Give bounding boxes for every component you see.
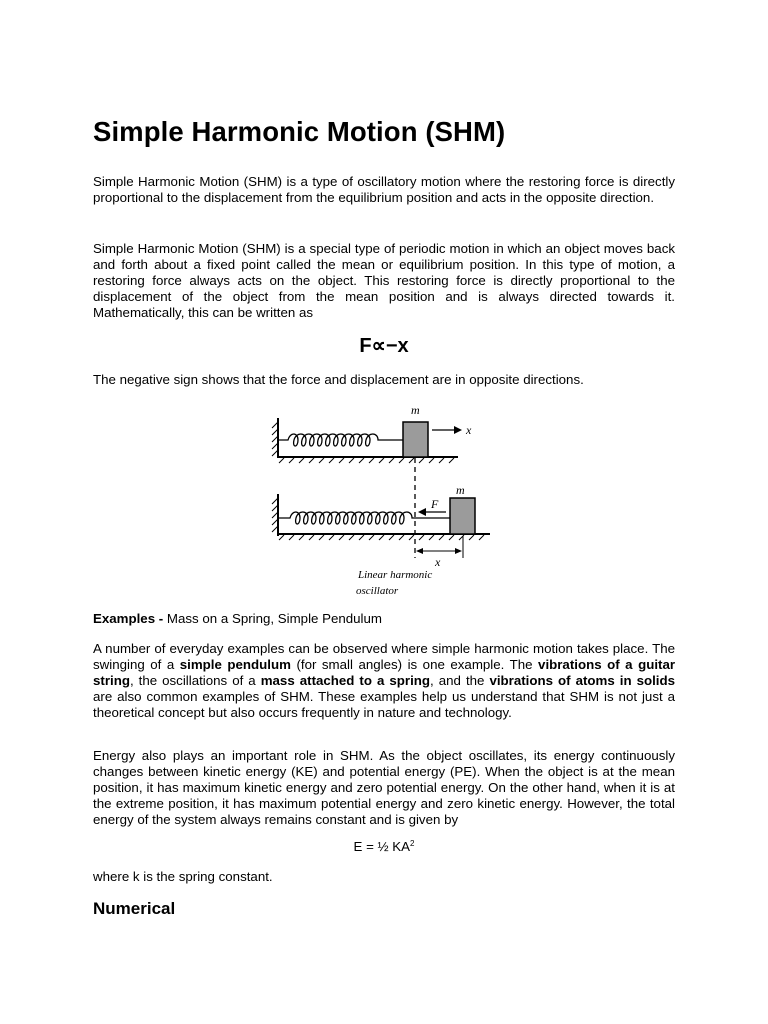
bottom-oscillator [272, 483, 490, 569]
top-arrow-head [454, 426, 462, 434]
everyday-examples-paragraph [93, 641, 675, 721]
energy-formula-base: E = ½ KA [353, 839, 411, 854]
everyday-bold-pendulum: simple pendulum [179, 657, 291, 672]
everyday-bold-atoms: vibrations of atoms in solids [489, 673, 676, 688]
numerical-heading: Numerical [93, 899, 176, 918]
negative-sign-paragraph: The negative sign shows that the force and displacement are in opposite directions. [93, 372, 584, 387]
examples-text: Mass on a Spring, Simple Pendulum [163, 611, 382, 626]
energy-formula-exponent: 2 [410, 839, 415, 848]
displacement-arrow-left [416, 548, 423, 554]
everyday-text-4: , and the [430, 673, 490, 688]
everyday-bold-guitar: vibrations of a guitar string [93, 657, 676, 688]
definition-paragraph: Simple Harmonic Motion (SHM) is a special type of periodic motion in which an object moves back and forth about a fixed point called the mean or equilibrium position. In this type of motion, a restoring force always acts on the object. This restoring force is directly proportional to the displacement of the object from the mean position and is always directed towards it. Mathematically, this can be written as [93, 241, 675, 320]
everyday-text-1: A number of everyday examples can be observed where simple harmonic motion takes place. The swinging of a [93, 641, 675, 672]
top-mass-label: m [411, 403, 420, 417]
top-floor-hatch [279, 458, 454, 463]
everyday-text-2: (for small angles) is one example. The [290, 657, 539, 672]
everyday-text-3: , the oscillations of a [129, 673, 261, 688]
bottom-floor-hatch [279, 535, 484, 540]
bottom-x-label: x [435, 555, 441, 569]
intro-paragraph: Simple Harmonic Motion (SHM) is a type of oscillatory motion where the restoring force is directly proportional to the displacement from the equilibrium position and acts in the opposite direction. [93, 174, 675, 205]
top-x-label: x [466, 423, 472, 437]
oscillator-diagram [266, 396, 496, 601]
bottom-mass-label: m [456, 483, 465, 497]
diagram-caption-line1: Linear harmonic [358, 569, 433, 581]
everyday-bold-spring: mass attached to a spring [260, 673, 431, 688]
force-formula: F∝−x [359, 335, 409, 357]
examples-paragraph [93, 611, 675, 627]
top-spring [278, 434, 403, 446]
displacement-arrow-right [455, 548, 462, 554]
everyday-text-5: are also common examples of SHM. These examples help us understand that SHM is not just a theoretical concept but also occurs frequently in nature and technology. [93, 689, 675, 720]
diagram-caption-line2: oscillator [356, 585, 399, 597]
force-label: F [431, 497, 439, 511]
force-arrow-head [418, 508, 426, 516]
top-oscillator [272, 403, 472, 463]
top-mass-block [403, 422, 428, 457]
page-title: Simple Harmonic Motion (SHM) [93, 116, 506, 147]
energy-formula [0, 839, 768, 854]
examples-label: Examples - [93, 611, 164, 626]
bottom-mass-block [450, 498, 475, 534]
spring-constant-note: where k is the spring constant. [93, 869, 273, 884]
energy-paragraph: Energy also plays an important role in SHM. As the object oscillates, its energy continuously changes between kinetic energy (KE) and potential energy (PE). When the object is at the mean position, it has maximum kinetic energy and zero potential energy. On the other hand, when it is at the extreme position, it has maximum potential energy and zero kinetic energy. However, the total energy of the system always remains constant and is given by [93, 748, 675, 827]
